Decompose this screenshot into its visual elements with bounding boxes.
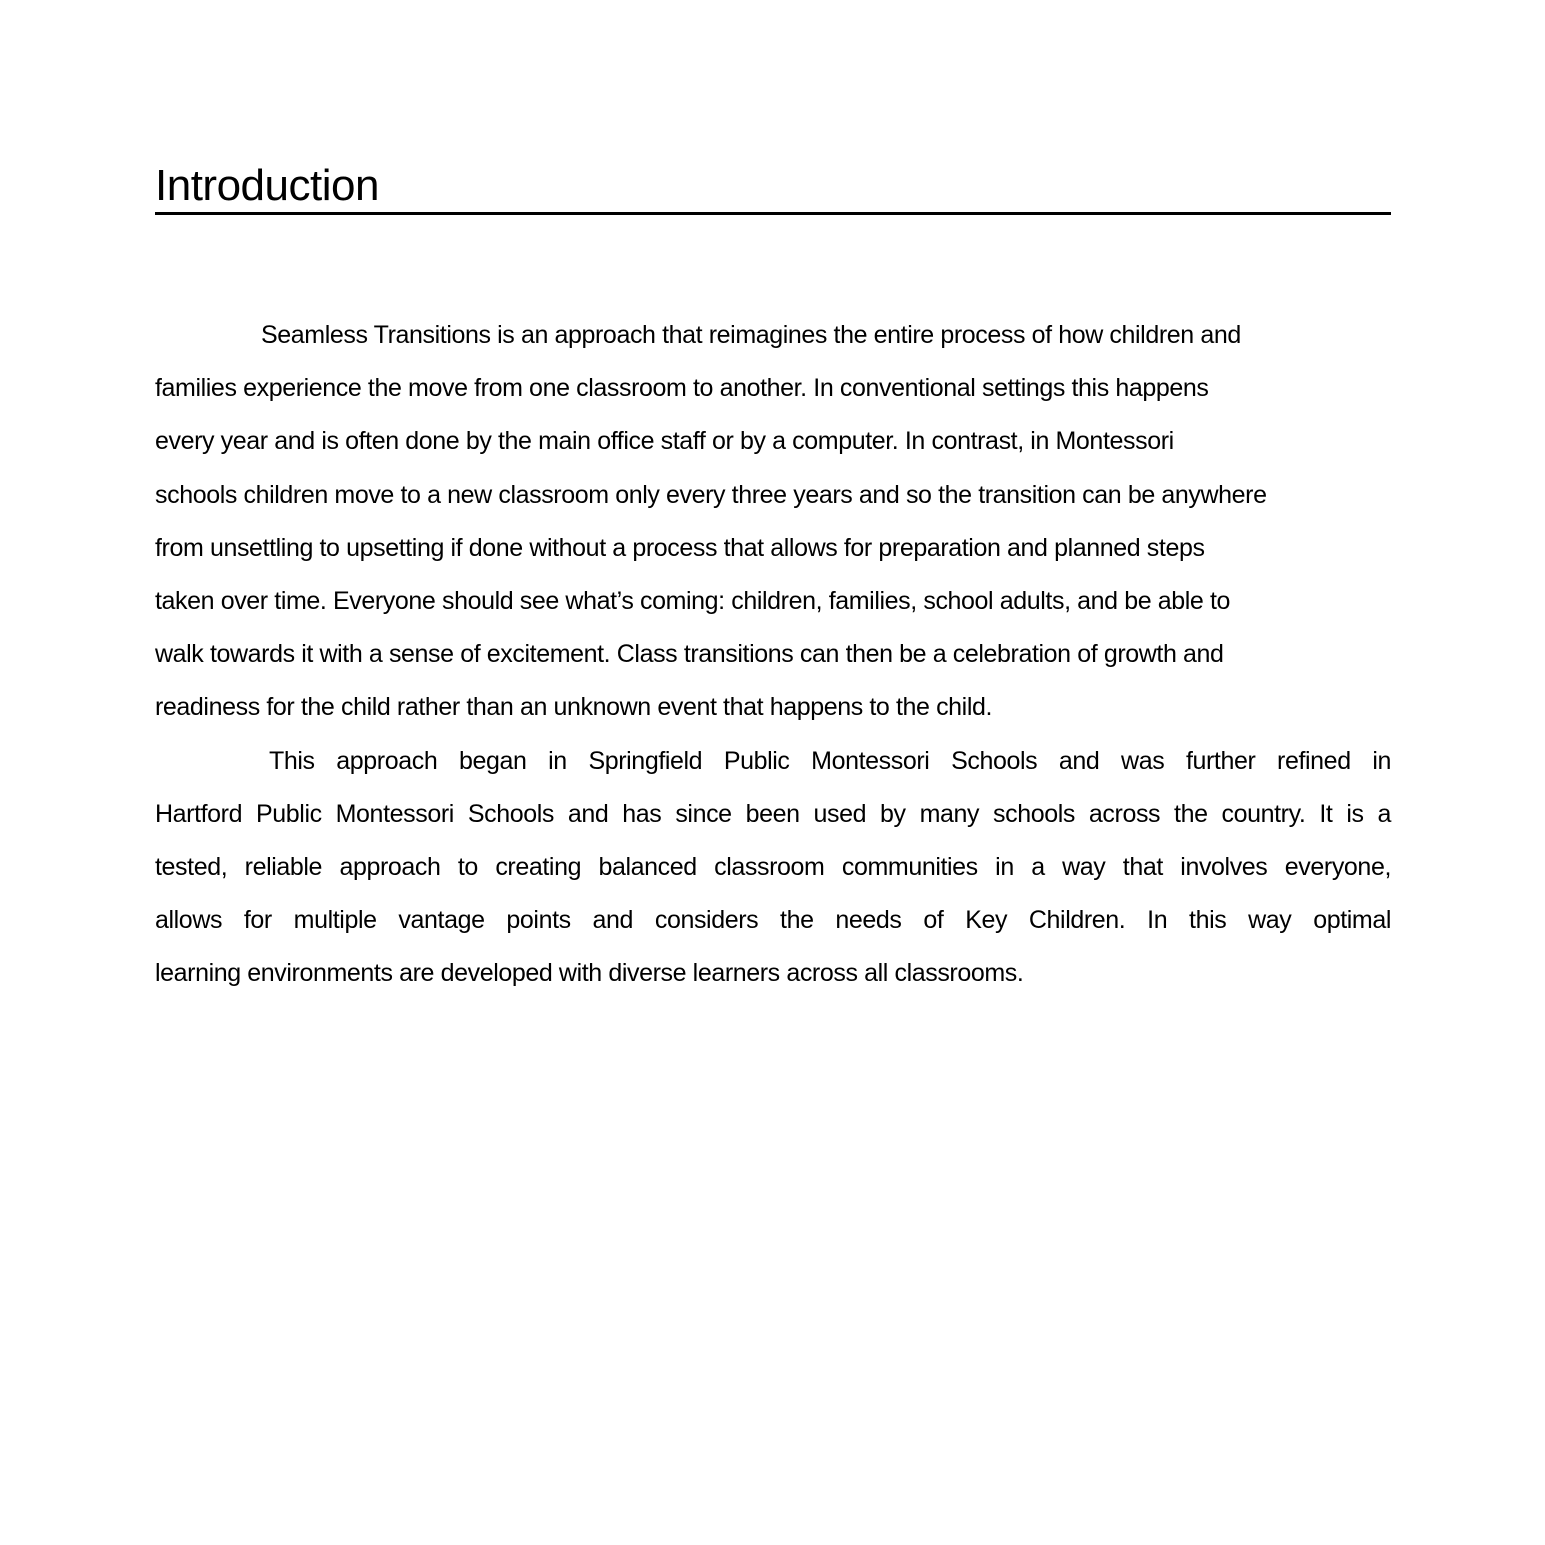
paragraph-line: tested, reliable approach to creating balanced classroom communities in a way that involves everyone, [155, 853, 1391, 882]
paragraph-1 [155, 309, 1391, 735]
body-text [155, 309, 1391, 1001]
paragraph-line: every year and is often done by the main office staff or by a computer. In contrast, in Montessori [155, 427, 1174, 456]
paragraph-line: Seamless Transitions is an approach that reimagines the entire process of how children and [261, 321, 1241, 349]
paragraph-line: schools children move to a new classroom only every three years and so the transition can be anywhere [155, 480, 1267, 509]
paragraph-2 [155, 735, 1391, 1001]
paragraph-line: readiness for the child rather than an unknown event that happens to the child. [155, 693, 993, 722]
heading-underline [155, 212, 1391, 215]
paragraph-line: walk towards it with a sense of excitement. Class transitions can then be a celebration of growth and [155, 640, 1224, 669]
paragraph-line: Hartford Public Montessori Schools and has since been used by many schools across the country. It is a [155, 799, 1391, 828]
section-heading: Introduction [155, 161, 379, 210]
paragraph-line: allows for multiple vantage points and considers the needs of Key Children. In this way optimal [155, 906, 1391, 935]
paragraph-line: This approach began in Springfield Public Montessori Schools and was further refined in [269, 746, 1391, 775]
paragraph-line: families experience the move from one classroom to another. In conventional settings this happens [155, 374, 1209, 403]
paragraph-line: taken over time. Everyone should see what’s coming: children, families, school adults, and be able to [155, 587, 1231, 616]
paragraph-line: from unsettling to upsetting if done without a process that allows for preparation and planned steps [155, 533, 1205, 562]
paragraph-line: learning environments are developed with diverse learners across all classrooms. [155, 959, 1024, 988]
